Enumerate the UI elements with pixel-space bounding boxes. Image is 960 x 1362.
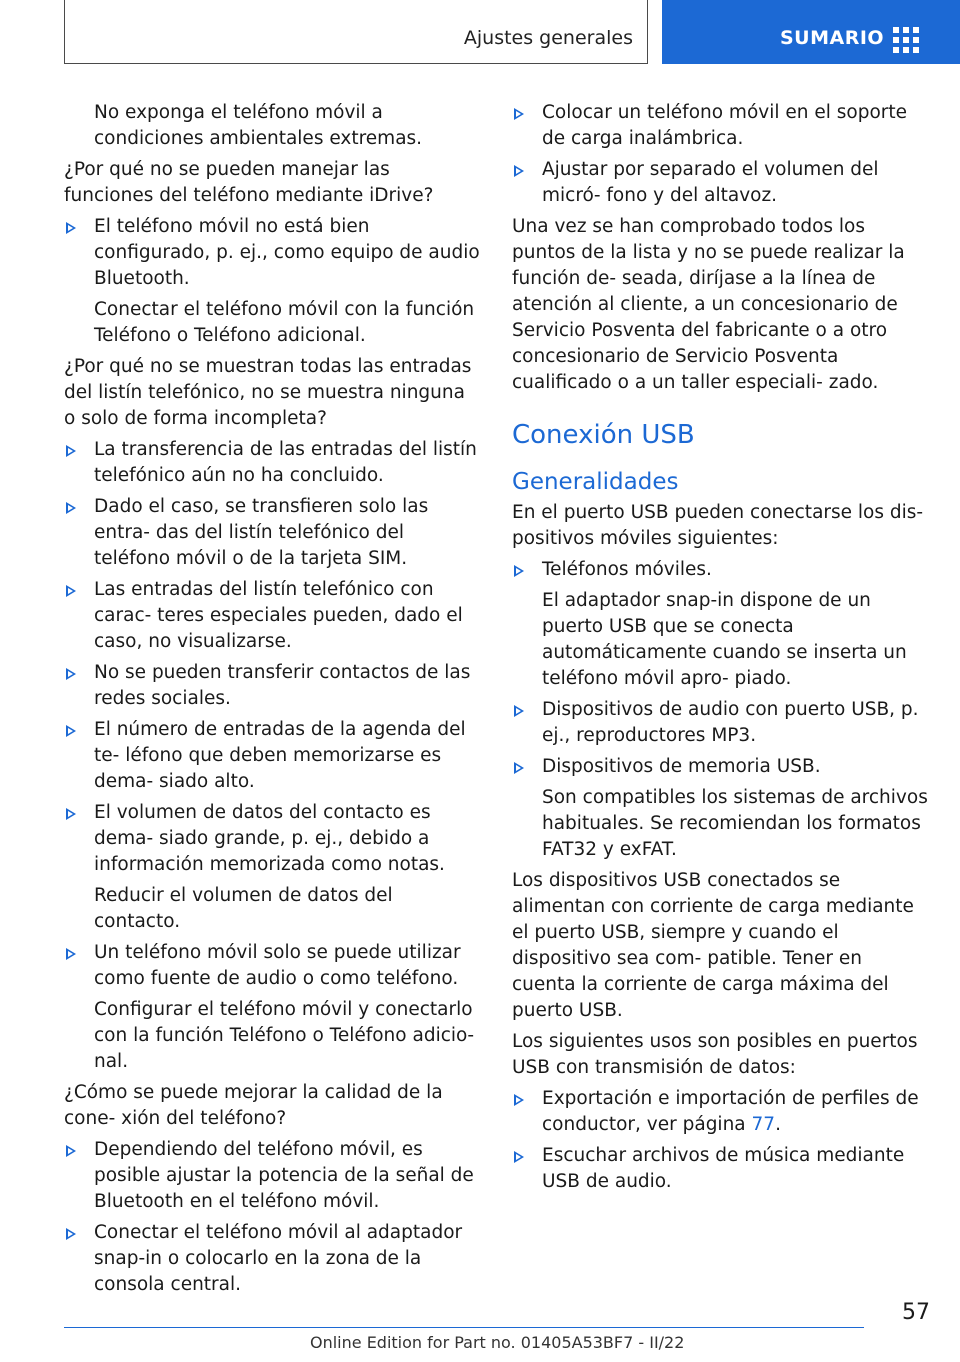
list-item: El volumen de datos del contacto es dema‐ siado grande, p. ej., debido a información memorizada como notas. [64, 800, 480, 878]
list-item: Ajustar por separado el volumen del micró‐ fono y del altavoz. [512, 157, 928, 209]
uses-intro: Los siguientes usos son posibles en puertos USB con transmisión de datos: [512, 1031, 918, 1078]
triangle-bullet-icon [66, 725, 76, 737]
heading-usb: Conexión USB [512, 420, 695, 450]
list-item: Colocar un teléfono móvil en el soporte de carga inalámbrica. [512, 100, 928, 152]
triangle-bullet-icon [66, 585, 76, 597]
indented-note: Reducir el volumen de datos del contacto. [94, 885, 393, 932]
usb-intro: En el puerto USB pueden conectarse los dis‐ positivos móviles siguientes: [512, 502, 924, 549]
triangle-bullet-icon [514, 762, 524, 774]
power-paragraph: Los dispositivos USB conectados se alimentan con corriente de carga mediante el puerto USB, siempre y cuando el dispositivo sea com‐ patible. Tener en cuenta la corriente de carga máxima del puerto USB. [512, 870, 914, 1021]
triangle-bullet-icon [514, 165, 524, 177]
triangle-bullet-icon [66, 1145, 76, 1157]
list-item: El teléfono móvil no está bien configurado, p. ej., como equipo de audio Bluetooth. [64, 214, 480, 292]
list-item: Conectar el teléfono móvil al adaptador snap-in o colocarlo en la zona de la consola central. [64, 1220, 480, 1298]
triangle-bullet-icon [66, 445, 76, 457]
triangle-bullet-icon [514, 705, 524, 717]
indented-note: Configurar el teléfono móvil y conectarlo con la función Teléfono o Teléfono adicio‐ nal. [94, 999, 475, 1072]
indented-note: No exponga el teléfono móvil a condiciones ambientales extremas. [94, 102, 423, 149]
paragraph: ¿Por qué no se muestran todas las entradas del listín telefónico, no se muestra ninguna o solo de forma incompleta? [64, 356, 472, 429]
triangle-bullet-icon [514, 565, 524, 577]
triangle-bullet-icon [514, 1094, 524, 1106]
triangle-bullet-icon [514, 1151, 524, 1163]
list-item: Teléfonos móviles. [512, 557, 928, 583]
list-item: Dado el caso, se transfieren solo las entra‐ das del listín telefónico del teléfono móvil o de la tarjeta SIM. [64, 494, 480, 572]
page-number: 57 [902, 1300, 930, 1325]
list-item: Las entradas del listín telefónico con carac‐ teres especiales pueden, dado el caso, no visualizarse. [64, 577, 480, 655]
list-item: Escuchar archivos de música mediante USB de audio. [512, 1143, 928, 1195]
page-link[interactable]: 77 [751, 1114, 776, 1135]
paragraph: ¿Cómo se puede mejorar la calidad de la cone‐ xión del teléfono? [64, 1082, 443, 1129]
grid-menu-icon [893, 27, 919, 53]
triangle-bullet-icon [66, 222, 76, 234]
triangle-bullet-icon [66, 808, 76, 820]
triangle-bullet-icon [66, 502, 76, 514]
section-title: Ajustes generales [463, 27, 633, 49]
closing-paragraph: Una vez se han comprobado todos los puntos de la lista y no se puede realizar la función de‐ seada, diríjase a la línea de atención al cliente, a un concesionario de Servicio Posventa del fabricante o a otro concesionario de Servicio Posventa cualificado o a un taller especiali‐ zado. [512, 216, 905, 393]
triangle-bullet-icon [66, 948, 76, 960]
list-item: Un teléfono móvil solo se puede utilizar como fuente de audio o como teléfono. [64, 940, 480, 992]
triangle-bullet-icon [66, 1228, 76, 1240]
right-column [512, 100, 928, 1200]
sumario-button[interactable] [662, 0, 960, 64]
indented-note: Conectar el teléfono móvil con la función Teléfono o Teléfono adicional. [94, 299, 475, 346]
triangle-bullet-icon [66, 668, 76, 680]
list-item: Dispositivos de audio con puerto USB, p. ej., reproductores MP3. [512, 697, 928, 749]
list-item: El número de entradas de la agenda del te‐ léfono que deben memorizarse es dema‐ siado alto. [64, 717, 480, 795]
triangle-bullet-icon [514, 108, 524, 120]
sumario-label: SUMARIO [780, 27, 885, 49]
left-column [64, 100, 480, 1303]
indented-note: El adaptador snap-in dispone de un puerto USB que se conecta automáticamente cuando se inserta un teléfono móvil apro‐ piado. [542, 590, 907, 689]
heading-generalidades: Generalidades [512, 469, 679, 495]
list-item: No se pueden transferir contactos de las redes sociales. [64, 660, 480, 712]
list-item: La transferencia de las entradas del listín telefónico aún no ha concluido. [64, 437, 480, 489]
list-item: Exportación e importación de perfiles de conductor, ver página 77. [512, 1086, 928, 1138]
paragraph: ¿Por qué no se pueden manejar las funciones del teléfono mediante iDrive? [64, 159, 434, 206]
indented-note: Son compatibles los sistemas de archivos habituales. Se recomiendan los formatos FAT32 y exFAT. [542, 787, 928, 860]
footer-edition: Online Edition for Part no. 01405A53BF7 - II/22 [310, 1333, 685, 1352]
list-item: Dependiendo del teléfono móvil, es posible ajustar la potencia de la señal de Bluetooth en el teléfono móvil. [64, 1137, 480, 1215]
list-item: Dispositivos de memoria USB. [512, 754, 928, 780]
footer-divider [64, 1327, 864, 1328]
header-box [64, 0, 648, 64]
